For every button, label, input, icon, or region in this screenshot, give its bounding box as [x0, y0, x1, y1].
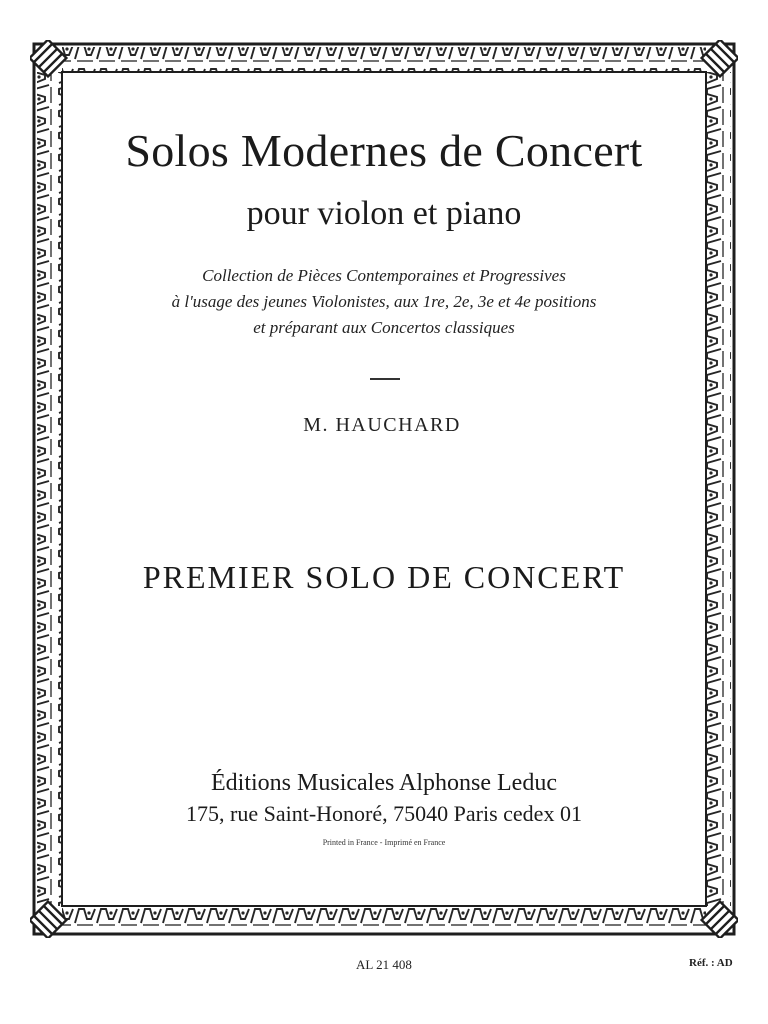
reference-code: Réf. : AD [689, 957, 733, 969]
series-title: Solos Modernes de Concert [125, 125, 643, 176]
instrumentation-subtitle: pour violon et piano [246, 195, 522, 232]
publisher-address: 175, rue Saint-Honoré, 75040 Paris cedex 01 [186, 801, 582, 826]
description-line: et préparant aux Concertos classiques [253, 318, 515, 337]
description-line: Collection de Pièces Contemporaines et Progressives [202, 266, 566, 285]
catalog-number: AL 21 408 [356, 957, 412, 972]
publisher-name: Éditions Musicales Alphonse Leduc [211, 770, 557, 796]
work-title: PREMIER SOLO DE CONCERT [142, 559, 626, 595]
description-line: à l'usage des jeunes Violonistes, aux 1re, 2e, 3e et 4e positions [171, 292, 597, 311]
printed-notice: Printed in France - Imprimé en France [322, 838, 446, 847]
composer-name: M. HAUCHARD [303, 414, 461, 436]
divider-rule [370, 378, 400, 380]
